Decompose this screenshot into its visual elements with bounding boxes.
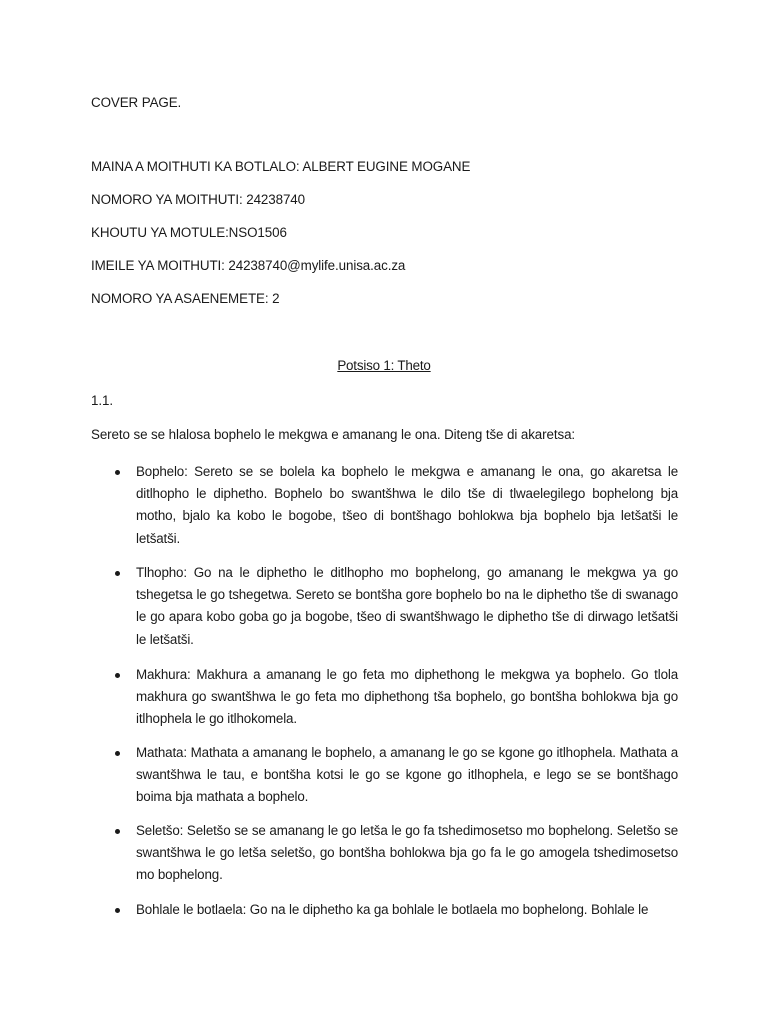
- student-name-line: MAINA A MOITHUTI KA BOTLALO: ALBERT EUGINE MOGANE: [91, 159, 471, 174]
- assignment-number-line: NOMORO YA ASAENEMETE: 2: [91, 291, 280, 306]
- cover-title: COVER PAGE.: [91, 95, 182, 110]
- student-number-line: NOMORO YA MOITHUTI: 24238740: [91, 192, 305, 207]
- list-item-bophelo: Bophelo: Sereto se se bolela ka bophelo le mekgwa e amanang le ona, go akaretsa le ditlhopho le diphetho. Bophelo bo swantšhwa le dilo tše di tlwaelegilego bophelong bja motho, bjalo ka kobo le bogobe, tšeo di bontšhago bohlokwa bja bophelo bja letšatši le letšatši.: [112, 461, 678, 550]
- list-item-bohlale: Bohlale le botlaela: Go na le diphetho ka ga bohlale le botlaela mo bophelong. Bohlale le: [112, 899, 648, 921]
- question-heading: Potsiso 1: Theto: [337, 358, 431, 373]
- list-item-makhura: Makhura: Makhura a amanang le go feta mo diphethong le mekgwa ya bophelo. Go tlola makhura go swantšhwa le go feta mo diphethong tša bophelo, go bontšha bohlokwa bja go itlhophela le go itlhokomela.: [112, 664, 678, 731]
- list-item-tlhopho: Tlhopho: Go na le diphetho le ditlhopho mo bophelong, go amanang le mekgwa ya go tshegetsa le go tshegetwa. Sereto se bontšha gore bophelo bo na le diphetho tše di swanago le go apara kobo goba go ja bogobe, tšeo di swantšhwago le diphetho tše di dirwago letšatši le letšatši.: [112, 562, 678, 651]
- email-line: IMEILE YA MOITHUTI: 24238740@mylife.unisa.ac.za: [91, 258, 406, 273]
- list-item-seletso: Seletšo: Seletšo se se amanang le go letša le go fa tshedimosetso mo bophelong. Seletšo se swantšhwa le go letša seletšo, go bontšha bohlokwa bja go fa le go amogela tshedimosetso mo bophelong.: [112, 820, 678, 887]
- list-item-mathata: Mathata: Mathata a amanang le bophelo, a amanang le go se kgone go itlhophela. Mathata a swantšhwa le tau, e bontšha kotsi le go se kgone go itlhophela, e lego se se bontšhago boima bja mathata a bophelo.: [112, 742, 678, 809]
- question-number: 1.1.: [91, 393, 113, 408]
- module-code-line: KHOUTU YA MOTULE:NSO1506: [91, 225, 287, 240]
- intro-paragraph: Sereto se se hlalosa bophelo le mekgwa e amanang le ona. Diteng tše di akaretsa:: [91, 427, 576, 442]
